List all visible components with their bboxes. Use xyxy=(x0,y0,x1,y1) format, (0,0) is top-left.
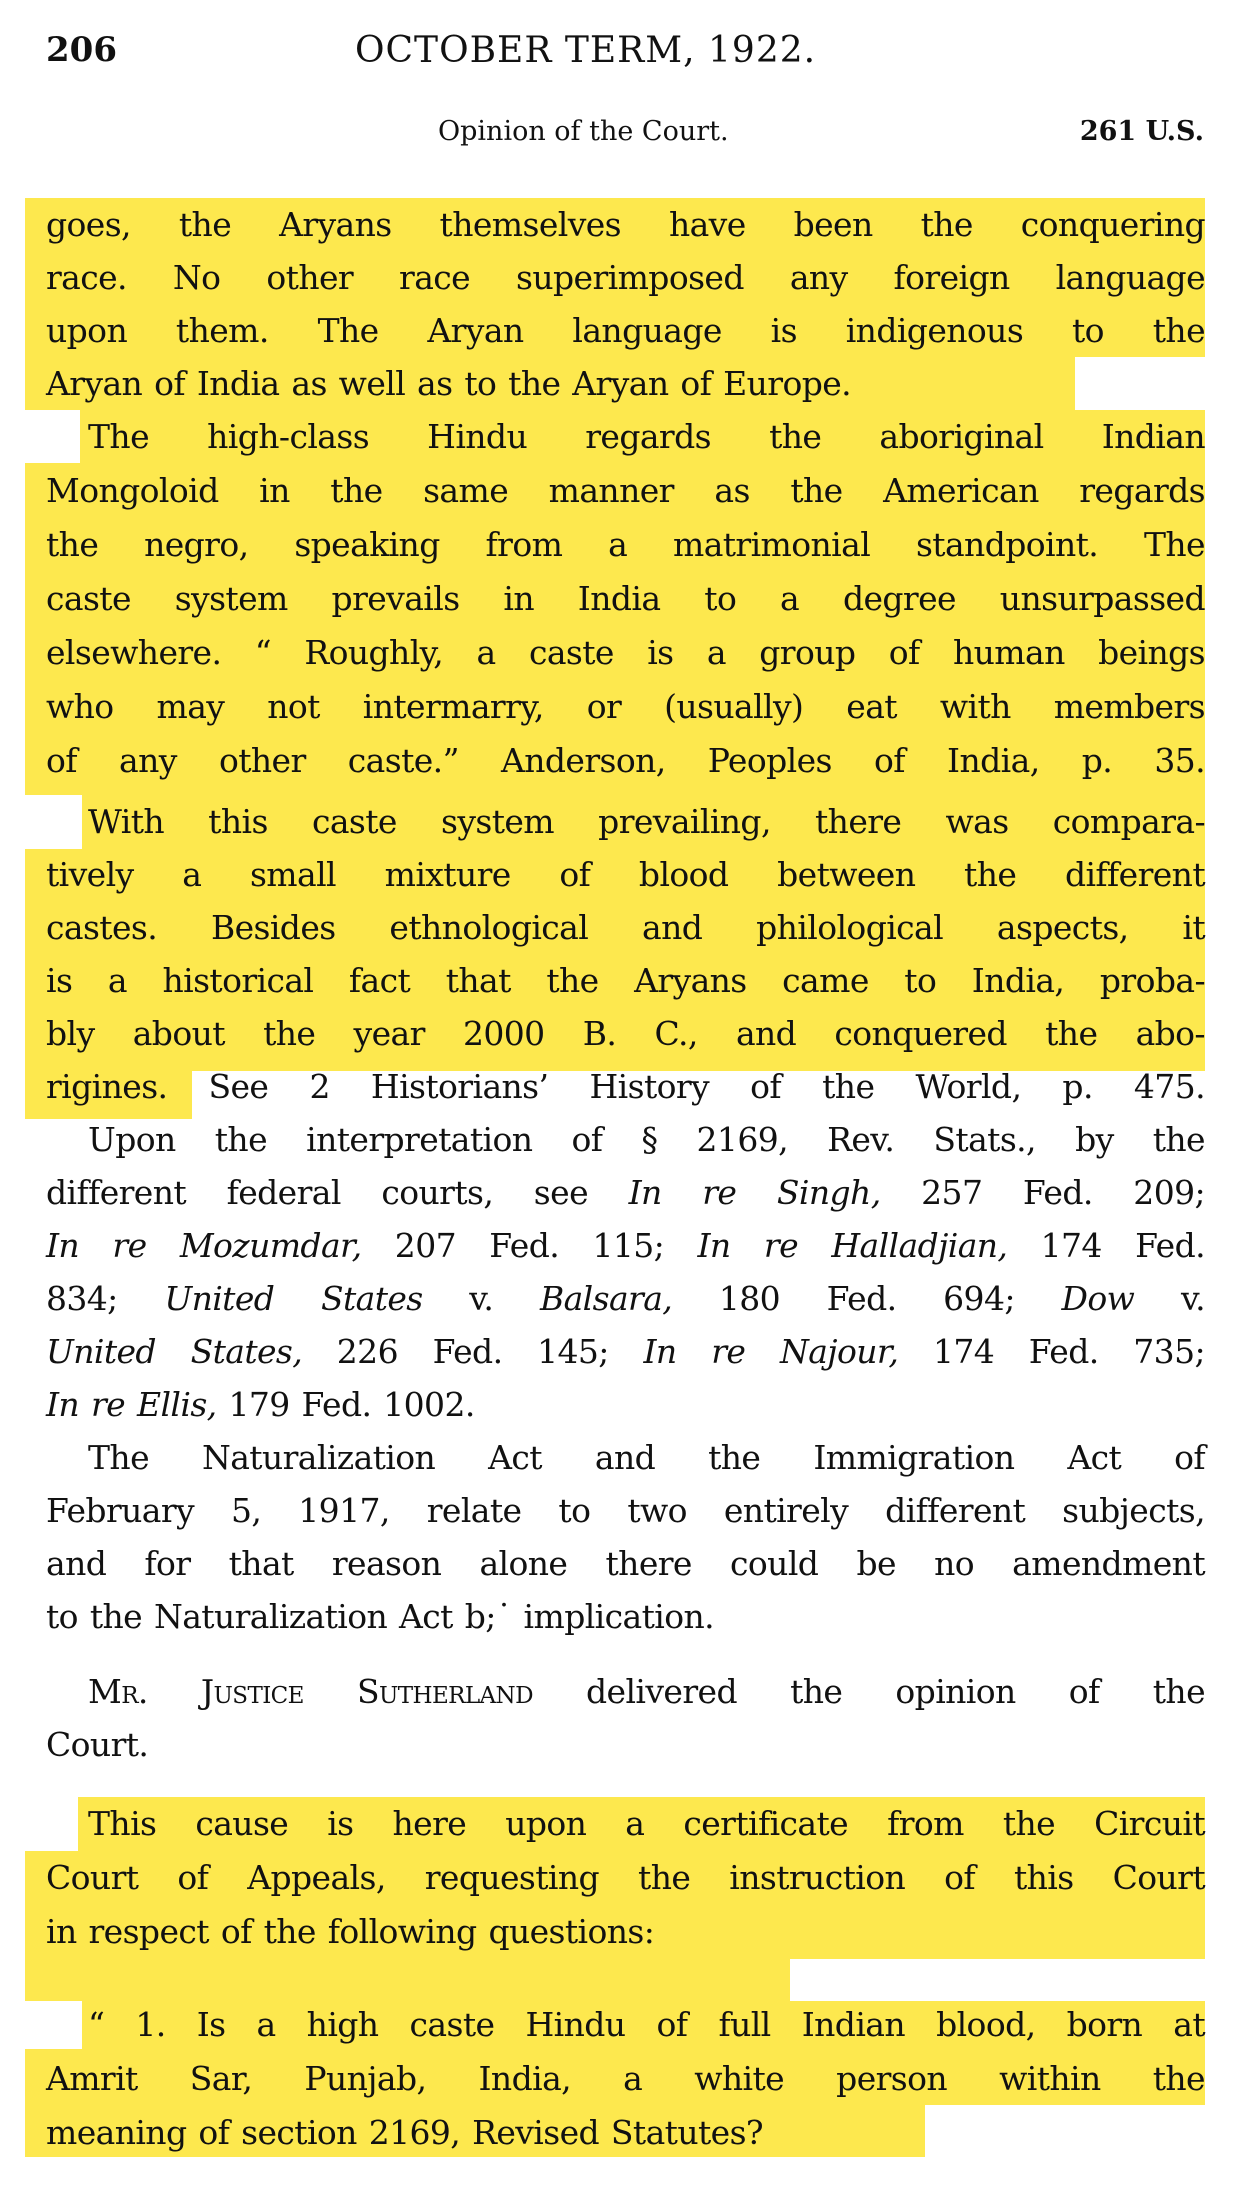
text-line: goes, the Aryans themselves have been the conquering xyxy=(46,205,1205,244)
highlight-block xyxy=(25,1959,790,2001)
text-line: to the Naturalization Act b;˙ implication. xyxy=(46,1597,715,1636)
text-line: upon them. The Aryan language is indigenous to the xyxy=(46,311,1205,350)
text-line: and for that reason alone there could be no amendment xyxy=(46,1544,1205,1583)
justice-name: Mr. Justice Sutherland xyxy=(88,1672,533,1711)
text-line: is a historical fact that the Aryans came to India, proba- xyxy=(46,961,1205,1000)
text-line: This cause is here upon a certificate from the Circuit xyxy=(88,1804,1205,1843)
text-line: elsewhere. “ Roughly, a caste is a group of human beings xyxy=(46,633,1205,672)
text-line xyxy=(46,1325,1205,1378)
text-line: Aryan of India as well as to the Aryan of Europe. xyxy=(46,364,852,403)
volume-citation: 261 U.S. xyxy=(1079,116,1204,147)
text-line: The high-class Hindu regards the aboriginal Indian xyxy=(88,417,1205,456)
text-run: delivered the opinion of the xyxy=(532,1672,1205,1711)
case-name: In re Mozumdar, xyxy=(46,1226,362,1265)
text-line: rigines. See 2 Historians’ History of the World, p. 475. xyxy=(46,1067,1205,1106)
case-name: United States xyxy=(164,1279,423,1318)
text-line: of any other caste.” Anderson, Peoples of India, p. 35. xyxy=(46,741,1205,780)
text-line: The Naturalization Act and the Immigration Act of xyxy=(88,1438,1205,1477)
text-line: Upon the interpretation of § 2169, Rev. Stats., by the xyxy=(88,1120,1205,1159)
text-run: 174 Fed. xyxy=(1007,1226,1205,1265)
text-run: 179 Fed. 1002. xyxy=(216,1385,475,1424)
text-line: caste system prevails in India to a degree unsurpassed xyxy=(46,579,1205,618)
text-line: Court of Appeals, requesting the instruction of this Court xyxy=(46,1858,1205,1897)
text-line: tively a small mixture of blood between the different xyxy=(46,855,1205,894)
page-number: 206 xyxy=(46,30,117,70)
text-line xyxy=(46,1378,1205,1431)
text-line xyxy=(88,1665,1205,1718)
text-line: Amrit Sar, Punjab, India, a white person within the xyxy=(46,2059,1205,2098)
text-line xyxy=(46,1272,1205,1325)
text-run: 257 Fed. 209; xyxy=(880,1173,1206,1212)
running-head-section: Opinion of the Court. xyxy=(438,116,729,147)
text-run: 207 Fed. 115; xyxy=(361,1226,698,1265)
case-name: In re Najour, xyxy=(643,1332,899,1371)
text-run: v. xyxy=(1134,1279,1205,1318)
text-line: Court. xyxy=(46,1725,149,1764)
text-line: race. No other race superimposed any foreign language xyxy=(46,258,1205,297)
text-run: 834; xyxy=(46,1279,165,1318)
text-line: With this caste system prevailing, there was compara- xyxy=(88,802,1205,841)
text-run: v. xyxy=(422,1279,540,1318)
text-line xyxy=(46,1166,1205,1219)
text-line: castes. Besides ethnological and philological aspects, it xyxy=(46,908,1205,947)
case-name: Dow xyxy=(1061,1279,1135,1318)
text-line: the negro, speaking from a matrimonial standpoint. The xyxy=(46,525,1205,564)
text-line: Mongoloid in the same manner as the American regards xyxy=(46,471,1205,510)
text-line: bly about the year 2000 B. C., and conquered the abo- xyxy=(46,1014,1205,1053)
text-line: who may not intermarry, or (usually) eat with members xyxy=(46,687,1205,726)
text-run: different federal courts, see xyxy=(46,1173,629,1212)
text-line: meaning of section 2169, Revised Statutes? xyxy=(46,2113,764,2152)
case-name: United States, xyxy=(46,1332,303,1371)
case-name: In re Ellis, xyxy=(46,1385,217,1424)
text-line: in respect of the following questions: xyxy=(46,1912,655,1951)
text-line xyxy=(46,1219,1205,1272)
text-run: 180 Fed. 694; xyxy=(672,1279,1062,1318)
case-name: In re Halladjian, xyxy=(697,1226,1008,1265)
case-name: Balsara, xyxy=(539,1279,673,1318)
text-run: 226 Fed. 145; xyxy=(302,1332,644,1371)
running-head-term: OCTOBER TERM, 1922. xyxy=(355,30,817,71)
case-name: In re Singh, xyxy=(628,1173,881,1212)
text-line: “ 1. Is a high caste Hindu of full Indian blood, born at xyxy=(88,2005,1205,2044)
text-line: February 5, 1917, relate to two entirely different subjects, xyxy=(46,1491,1205,1530)
text-run: 174 Fed. 735; xyxy=(898,1332,1205,1371)
